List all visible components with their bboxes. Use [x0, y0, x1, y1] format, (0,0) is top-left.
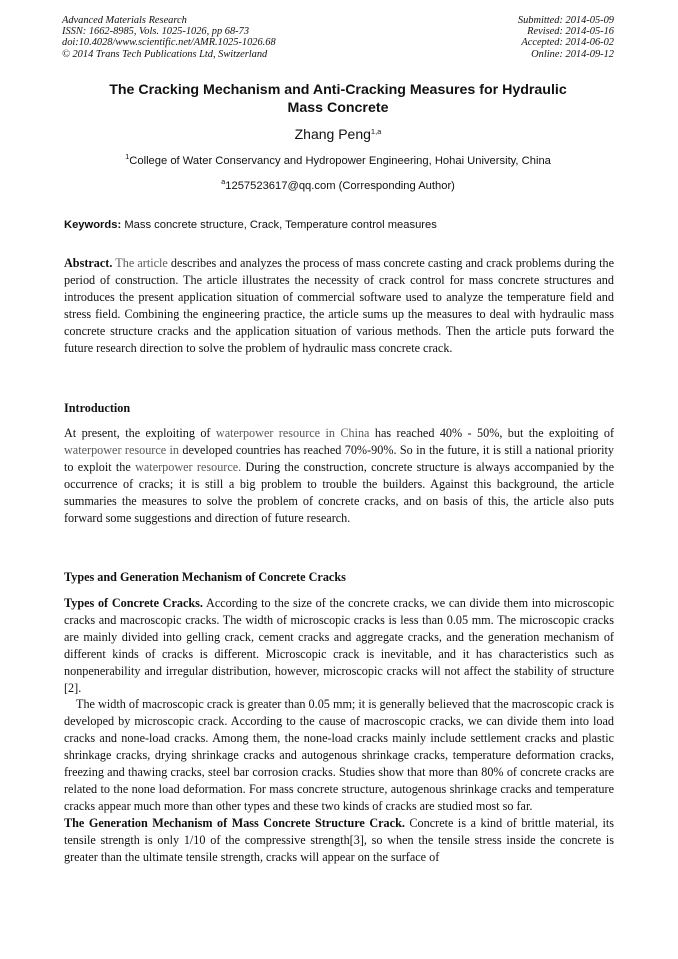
author-text: Zhang Peng — [294, 126, 371, 142]
intro-text-2: has reached 40% - 50%, but the exploiting of — [374, 426, 615, 440]
accepted-date: Accepted: 2014-06-02 — [521, 37, 614, 49]
abstract-label: Abstract. — [64, 256, 113, 270]
dates-header — [518, 15, 614, 60]
paper-title — [62, 81, 614, 117]
intro-highlight-3: waterpower resource. — [135, 459, 242, 474]
journal-header — [62, 15, 276, 60]
doi-line: doi:10.4028/www.scientific.net/AMR.1025-1026.68 — [62, 37, 276, 49]
journal-name: Advanced Materials Research — [62, 15, 187, 26]
introduction-heading: Introduction — [64, 401, 131, 415]
keywords-text: Mass concrete structure, Crack, Temperature control measures — [124, 219, 437, 231]
intro-highlight-1: waterpower resource in China — [215, 426, 370, 440]
keywords — [64, 219, 616, 231]
email-line — [62, 177, 614, 192]
intro-text-1: At present, the exploiting of — [64, 426, 211, 440]
keywords-label: Keywords: — [64, 219, 122, 231]
submitted-date: Submitted: 2014-05-09 — [517, 15, 614, 26]
affiliation-sup: 1 — [125, 152, 130, 161]
intro-text-4: During the construction, concrete structure is always accompanied by the occurrence of cracks; it is still a big problem to trouble the builders. Against this background, the article summaries the measures to solve the problem of concrete cracks, and on basis of this, the article also puts forward some suggestions and direction of future research. — [64, 459, 615, 525]
online-date: Online: 2014-09-12 — [531, 48, 614, 60]
mechanism-label: The Generation Mechanism of Mass Concrete Structure Crack. — [64, 815, 405, 830]
issn-line: ISSN: 1662-8985, Vols. 1025-1026, pp 68-73 — [62, 26, 250, 38]
introduction-paragraph — [64, 425, 614, 526]
email-text: 1257523617@qq.com (Corresponding Author) — [225, 180, 455, 192]
author-name — [62, 126, 614, 142]
title-line-2: Mass Concrete — [287, 100, 389, 116]
abstract — [64, 255, 614, 356]
affiliation-text: College of Water Conservancy and Hydropower Engineering, Hohai University, China — [129, 155, 551, 167]
revised-date: Revised: 2014-05-16 — [527, 26, 614, 38]
copyright-line: © 2014 Trans Tech Publications Ltd, Switzerland — [62, 48, 268, 60]
types-paragraph-1 — [64, 595, 614, 696]
title-line-1: The Cracking Mechanism and Anti-Cracking Measures for Hydraulic — [109, 82, 567, 98]
author-sup: 1,a — [370, 127, 382, 136]
types-paragraph-2: The width of macroscopic crack is greater than 0.05 mm; it is generally believed that the macroscopic crack is developed by microscopic crack. According to the cause of macroscopic cracks, we can divide them into load cracks and none-load cracks. Among them, the none-load cracks mainly include settlement cracks and plastic shrinkage cracks, drying shrinkage cracks and autogenous shrinkage cracks, temperature deformation cracks, freezing and thawing cracks, steel bar corrosion cracks. Studies show that more than 80% of concrete cracks are related to the none load deformation. For mass concrete structure, autogenous shrinkage cracks and temperature cracks appear much more than other types and these two kinds of cracks are studied most so far. — [64, 697, 614, 813]
abstract-lead: The article — [115, 256, 168, 270]
types-text: According to the size of the concrete cracks, we can divide them into microscopic cracks and macroscopic cracks. The width of microscopic cracks is less than 0.05 mm. The microscopic cracks are mainly divided into gelling crack, cement cracks and aggregate cracks, and the generation mechanism of different kinds of cracks is different. Microscopic crack is inevitable, and it has characteristics such as nonpenerability and irregular distribution, however, microscopic cracks will not affect the stability of structure [2]. — [64, 596, 614, 695]
mechanism-text: Concrete is a kind of brittle material, its tensile strength is only 1/10 of the compressive strength[3], so when the tensile stress inside the concrete is greater than the ultimate tensile strength, cracks will appear on the surface of — [64, 815, 614, 864]
abstract-text: describes and analyzes the process of mass concrete casting and crack problems during the period of construction. The article illustrates the necessity of crack control for mass concrete structures and introduces the present application situation of commercial software used to analyze the temperature field and stress field. Combining the engineering practice, the article sums up the measures to deal with hydraulic mass concrete structure cracks and the application situation of various methods. Then the article puts forward the future research direction to solve the problem of hydraulic mass concrete crack. — [64, 256, 614, 355]
types-section-body — [64, 595, 614, 866]
affiliation — [62, 152, 614, 167]
email-sup: a — [221, 177, 226, 186]
intro-highlight-2: waterpower resource in — [64, 442, 180, 457]
mechanism-paragraph — [64, 815, 614, 866]
types-section-heading: Types and Generation Mechanism of Concrete Cracks — [64, 570, 346, 584]
intro-text-3: developed countries has reached 70%-90%. So in the future, it is still a national priority to exploit the — [64, 442, 614, 474]
types-label: Types of Concrete Cracks. — [64, 596, 203, 610]
